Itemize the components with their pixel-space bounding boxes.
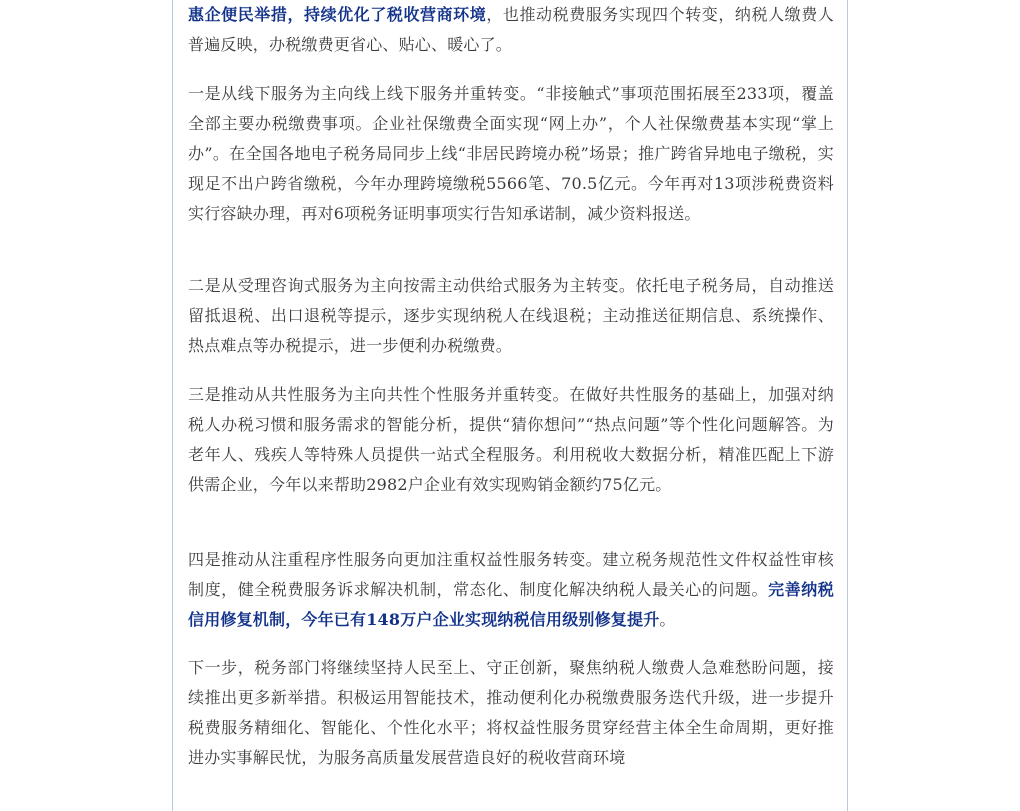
para4-tail: 。 [659, 610, 676, 629]
intro-text: ，也推动税费服务实现四个转变，纳税人缴费人普遍反映，办税缴费更省心、贴心、暖心了。 [188, 5, 834, 54]
paragraph-proactive-service: 二是从受理咨询式服务为主向按需主动供给式服务为主转变。依托电子税务局，自动推送留抵退税、出口退税等提示，逐步实现纳税人在线退税；主动推送征期信息、系统操作、热点难点等办税提示，进一步便利办税缴费。 [188, 276, 834, 355]
paragraph-rights-service [188, 545, 834, 635]
paragraph-online-offline: 一是从线下服务为主向线上线下服务并重转变。“非接触式”事项范围拓展至233项，覆盖全部主要办税缴费事项。企业社保缴费全面实现“网上办”，个人社保缴费基本实现“掌上办”。在全国各地电子税务局同步上线“非居民跨境办税”场景；推广跨省异地电子缴税，实现足不出户跨省缴税，今年办理跨境缴税5566笔、70.5亿元。今年再对13项涉税费资料实行容缺办理，再对6项税务证明事项实行告知承诺制，减少资料报送。 [188, 84, 834, 223]
intro-highlight: 惠企便民举措，持续优化了税收营商环境 [188, 5, 487, 24]
article-frame [172, 0, 848, 811]
paragraph-personalized-service: 三是推动从共性服务为主向共性个性服务并重转变。在做好共性服务的基础上，加强对纳税人办税习惯和服务需求的智能分析，提供“猜你想问”“热点问题”等个性化问题解答。为老年人、残疾人等特殊人员提供一站式全程服务。利用税收大数据分析，精准匹配上下游供需企业，今年以来帮助2982户企业有效实现购销金额约75亿元。 [188, 385, 834, 494]
para4-text: 四是推动从注重程序性服务向更加注重权益性服务转变。建立税务规范性文件权益性审核制度，健全税费服务诉求解决机制，常态化、制度化解决纳税人最关心的问题。 [188, 550, 834, 599]
paragraph-next-steps: 下一步，税务部门将继续坚持人民至上、守正创新，聚焦纳税人缴费人急难愁盼问题，接续推出更多新举措。积极运用智能技术，推动便利化办税缴费服务迭代升级，进一步提升税费服务精细化、智能化、个性化水平；将权益性服务贯穿经营主体全生命周期，更好推进办实事解民忧，为服务高质量发展营造良好的税收营商环境 [188, 658, 834, 767]
para4-highlight: 完善纳税信用修复机制，今年已有148万户企业实现纳税信用级别修复提升 [188, 580, 834, 629]
intro-paragraph [188, 0, 834, 60]
